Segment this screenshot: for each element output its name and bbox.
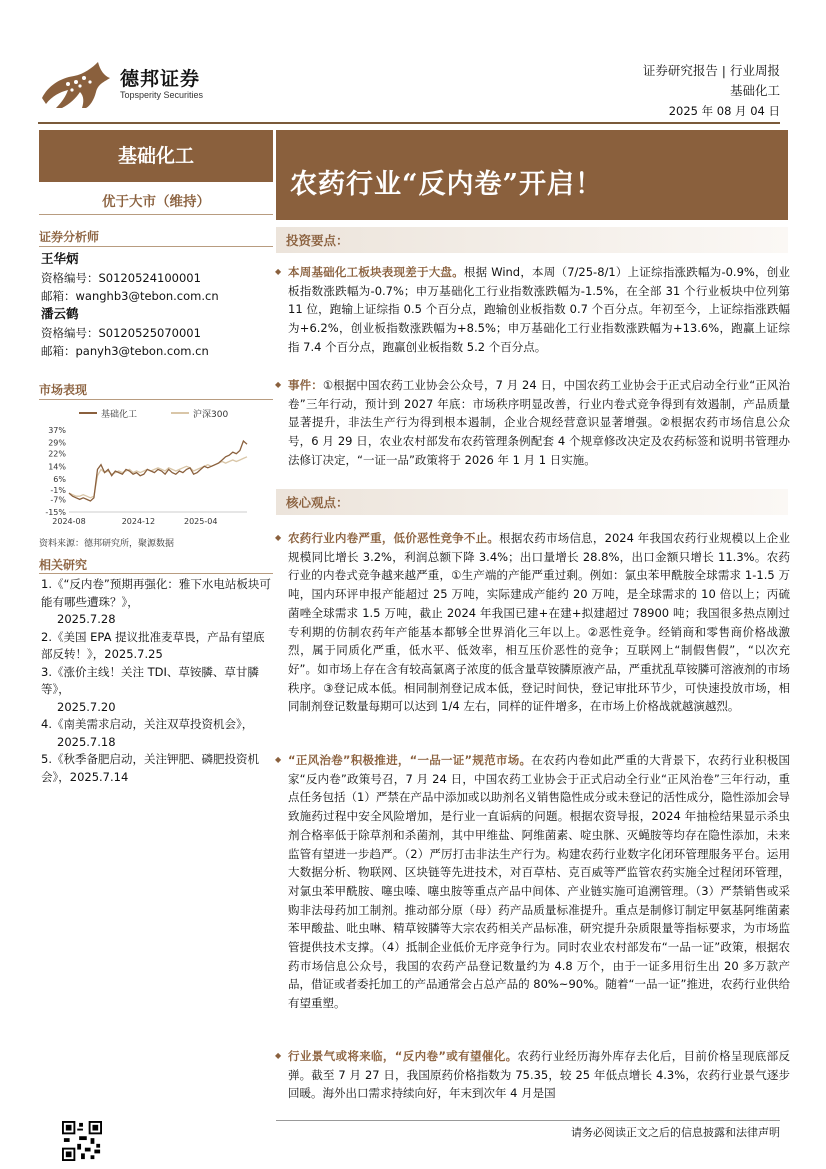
related-section-title: 相关研究 [39,558,88,572]
section-header-investment: 投资要点： [276,227,788,253]
qr-code-icon [62,1121,102,1161]
x-tick-label: 2024-12 [121,517,156,526]
report-header [0,0,826,130]
point-involution: ◆ 农药行业内卷严重，低价恶性竞争不止。根据农药市场信息，2024 年我国农药行业规模以上企业规模同比增长 3.2%，利润总额下降 3.4%；出口量增长 28.8%，出口金额只增长 11.3%。农药行业的内卷式竞争越来越严重，①生产端的产能严重过剩。例如：氯虫苯甲酰胺全球需求 1-1.5 万吨，国内环评申报产能超过 25 万吨，实际建成产能约 20 万吨，是全球需求的 10 倍以上；丙硫菌唑全球需求 1.5 万吨，截止 2024 年我国已建+在建+拟建超过 78900 吨；我国很多热点刚过专利期的仿制农药年产能基本都够全世界消化三年以上。②恶性竞争。经销商和零售商价格战激烈，属于同质化严重，低水平、低效率，相互压价恶性的竞争；互联网上“制假售假”，“以次充好”。如市场上存在含有较高氯离子浓度的低含量草铵膦原液产品，严重扰乱草铵膦可溶液剂的市场秩序。③登记成本低。相同制剂登记成本低，登记时间快，登记审批环节少，可快速投放市场，相同制剂登记数量每期可以达到 1/4 左右，同样的证件增多，在市场上价格战就越演越烈。 [275,531,791,714]
legend-label-index: 沪深300 [193,410,229,420]
bullet-icon: ◆ [275,1051,282,1060]
market-chart-svg [39,404,273,534]
analyst-cert: 资格编号：S0120525070001 [41,325,201,340]
analyst-cert: 资格编号：S0120524100001 [41,270,201,285]
x-tick-label: 2024-08 [52,517,86,526]
point-event: ◆ 事件：①根据中国农药工业协会公众号，7 月 24 日，中国农药工业协会于正式启动全行业“正风治卷”三年行动，预计到 2027 年底：市场秩序明显改善，行业内卷式竞争得到有效遏制，产品质量显著提升，非法生产行为得到根本遏制，企业合规经营意识显著增强。②根据农药市场信息公众号，6 月 29 日，农业农村部发布农药管理条例配套 4 个规章修改决定及农药标签和说明书管理办法修订决定，“一证一品”政策将于 2026 年 1 月 1 日实施。 [275,378,791,467]
related-report[interactable]: 2.《美国 EPA 提议批准麦草畏，产品有望底部反转！》，2025.7.25 [41,629,265,661]
y-tick-label: 14% [48,462,66,472]
analyst-2 [41,305,209,361]
rating: 优于大市（维持） [102,194,210,210]
brand-name: 德邦证券 [120,68,201,90]
footer-divider [276,1120,780,1121]
sector-box: 基础化工 [39,130,273,182]
point-regulation: ◆ “正风治卷”积极推进，“一品一证”规范市场。在农药内卷如此严重的大背景下，农药行业积极国家“反内卷”政策号召，7 月 24 日，中国农药工业协会于正式启动全行业“正风治卷”三年行动，重点任务包括（1）严禁在产品中添加或以助剂名义销售隐性成分或未登记的活性成分，隐性添加会导致施药过程中安全风险增加，是行业一直诟病的问题。根据农资导报，2024 年抽检结果显示杀虫剂合格率低于除草剂和杀菌剂，其中甲维盐、阿维菌素、啶虫脒、灭蝇胺等均存在隐性添加，未来监管有望进一步趋严。（2）严厉打击非法生产行为。构建农药行业数字化闭环管理服务平台。运用大数据分析、物联网、区块链等先进技术，对百草枯、克百威等严监管农药实施全过程闭环管理，对氯虫苯甲酰胺、噻虫嗪、噻虫胺等重点产品中间体、产业链实施可追溯管理。（3）严禁销售或采购非法母药加工制剂。推动部分原（母）药产品质量标准提升。重点是制修订制定甲氨基阿维菌素苯甲酸盐、吡虫啉、精草铵膦等大宗农药相关产品标准，研究提升杂质限量等指标要求，为市场监管提供技术支撑。（4）抵制企业低价无序竞争行为。同时农业农村部发布“一品一证”政策，根据农药市场信息公众号，我国的农药产品登记数量约为 4.8 万个，由于一证多用衍生出 20 多万款产品，借证或者委托加工的产品通常会占总产品的 80%~90%。随着“一品一证”推进，农药行业供给有望重塑。 [275,753,790,1011]
y-tick-label: -15% [45,508,66,517]
y-tick-label: 22% [48,449,66,459]
report-date: 2025 年 08 月 04 日 [668,104,780,118]
section-header-core: 核心观点： [276,489,788,515]
brand-name-en: Topsperity Securities [120,90,204,100]
header-sector: 基础化工 [729,83,780,98]
related-report[interactable]: 1.《“反内卷”预期再强化：雅下水电站板块可能有哪些遭珠？》， 2025.7.28 [41,577,271,626]
market-section-title: 市场表现 [39,383,88,397]
analyst-name: 王华炳 [41,251,79,266]
doc-type: 证券研究报告 | 行业周报 [642,63,780,78]
market-section-divider [39,399,273,400]
leopard-logo-icon [38,58,114,110]
analyst-section-title: 证券分析师 [39,230,100,244]
y-tick-label: -1% [50,485,66,495]
x-tick-label: 2025-04 [184,517,218,526]
header-divider [38,122,780,124]
related-report[interactable]: 5.《秋季备肥启动，关注钾肥、磷肥投资机会》，2025.7.14 [41,752,259,784]
y-tick-label: 6% [53,474,66,484]
header-meta [643,61,780,121]
y-tick-label: -7% [50,495,66,505]
y-tick-label: 29% [48,438,66,448]
legend-label-main: 基础化工 [101,410,138,420]
market-chart [39,404,273,534]
footer-disclaimer: 请务必阅读正文之后的信息披露和法律声明 [571,1126,780,1139]
related-report[interactable]: 4.《南美需求启动，关注双草投资机会》， 2025.7.18 [41,717,254,749]
bullet-icon: ◆ [275,533,282,542]
point-market: ◆ 本周基础化工板块表现差于大盘。根据 Wind，本周（7/25-8/1）上证综指涨跌幅为-0.9%，创业板指数涨跌幅为-0.7%；申万基础化工行业指数涨跌幅为-1.5%，在全部 31 个行业板块中位列第 11 位，跑输上证综指 0.5 个百分点，跑输创业板指数 0.7 个百分点。年初至今，上证综指涨跌幅为+6.2%，创业板指数涨跌幅为+8.5%；申万基础化工行业指数涨跌幅为+13.6%，跑赢上证综指 7.4 个百分点，跑赢创业板指数 5.2 个百分点。 [275,265,790,354]
related-report[interactable]: 3.《涨价主线！关注 TDI、草铵膦、草甘膦等》， 2025.7.20 [41,664,259,714]
bullet-icon: ◆ [275,380,282,389]
related-reports [41,576,273,786]
page-title: 农药行业“反内卷”开启！ [290,169,604,200]
series-line-main [69,441,247,501]
analyst-section-divider [39,246,273,247]
bullet-icon: ◆ [275,267,282,276]
related-section-divider [39,573,273,574]
analyst-1 [41,250,219,306]
series-line-index [69,457,247,498]
analyst-email[interactable]: 邮箱：panyh3@tebon.com.cn [41,344,209,358]
chart-source: 资料来源：德邦研究所，聚源数据 [39,539,175,549]
analyst-email[interactable]: 邮箱：wanghb3@tebon.com.cn [41,289,219,303]
bullet-icon: ◆ [275,755,282,764]
rating-divider [39,214,273,215]
point-outlook: ◆ 行业景气或将来临，“反内卷”或有望催化。农药行业经历海外库存去化后，目前价格呈现底部反弹。截至 7 月 27 日，我国原药价格指数为 75.35，较 25 年低点增长 4.3%，农药行业景气逐步回暖。海外出口需求持续向好，年末到次年 4 月是国 [275,1049,790,1101]
analyst-name: 潘云鹤 [41,306,79,321]
y-tick-label: 37% [48,426,66,435]
